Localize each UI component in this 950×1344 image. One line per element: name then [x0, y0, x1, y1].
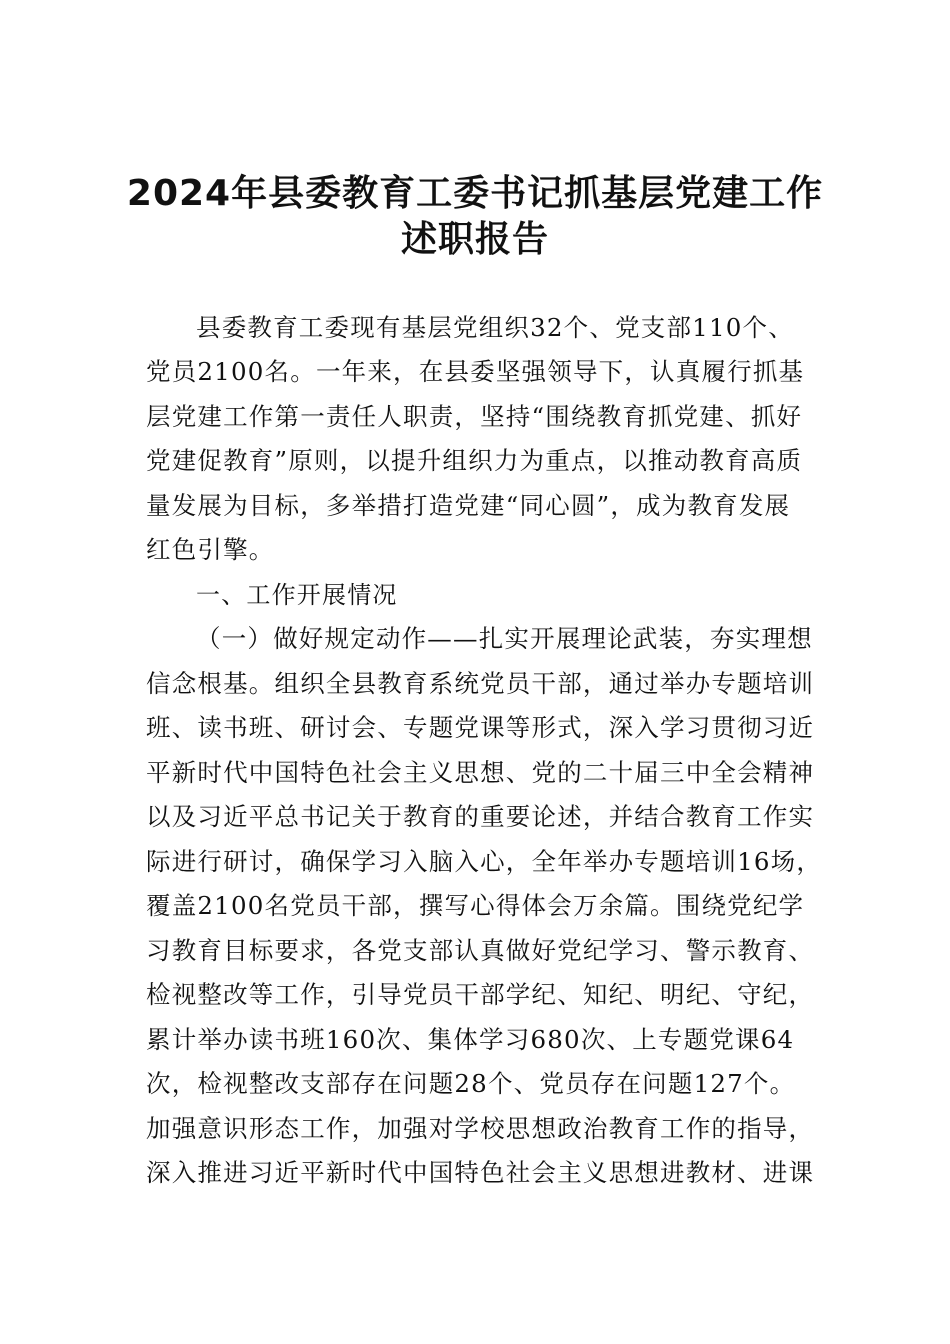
section-heading-1: 一、工作开展情况 [196, 581, 398, 609]
paragraph-1-line-6: 红色引擎。 [146, 535, 275, 564]
paragraph-1-line-5: 量发展为目标，多举措打造党建“同心圆”，成为教育发展 [146, 491, 791, 520]
document-title-line-1: 2024年县委教育工委书记抓基层党建工作 [126, 173, 824, 214]
paragraph-2-line-8: 习教育目标要求，各党支部认真做好党纪学习、警示教育、 [146, 936, 815, 965]
paragraph-1-line-3: 层党建工作第一责任人职责，坚持“围绕教育抓党建、抓好 [146, 402, 803, 431]
paragraph-2-line-11: 次，检视整改支部存在问题28个、党员存在问题127个。 [146, 1069, 796, 1098]
paragraph-2-line-6: 际进行研讨，确保学习入脑入心，全年举办专题培训16场， [146, 847, 823, 876]
paragraph-2-line-2: 信念根基。组织全县教育系统党员干部，通过举办专题培训 [146, 669, 815, 698]
paragraph-2-line-5: 以及习近平总书记关于教育的重要论述，并结合教育工作实 [146, 802, 815, 831]
paragraph-2-line-4: 平新时代中国特色社会主义思想、党的二十届三中全会精神 [146, 758, 815, 787]
paragraph-1-line-4: 党建促教育”原则，以提升组织力为重点，以推动教育高质 [146, 446, 803, 475]
paragraph-2-line-3: 班、读书班、研讨会、专题党课等形式，深入学习贯彻习近 [146, 713, 815, 742]
paragraph-2-line-12: 加强意识形态工作，加强对学校思想政治教育工作的指导， [146, 1114, 815, 1143]
paragraph-2-line-9: 检视整改等工作，引导党员干部学纪、知纪、明纪、守纪， [146, 980, 815, 1009]
paragraph-2-line-7: 覆盖2100名党员干部，撰写心得体会万余篇。围绕党纪学 [146, 891, 805, 920]
paragraph-1-line-1: 县委教育工委现有基层党组织32个、党支部110个、 [196, 313, 794, 342]
paragraph-2-line-13: 深入推进习近平新时代中国特色社会主义思想进教材、进课 [146, 1158, 815, 1187]
paragraph-1-line-2: 党员2100名。一年来，在县委坚强领导下，认真履行抓基 [146, 357, 805, 386]
paragraph-2-line-1: （一）做好规定动作——扎实开展理论武装，夯实理想 [196, 624, 813, 653]
paragraph-2-line-10: 累计举办读书班160次、集体学习680次、上专题党课64 [146, 1025, 795, 1054]
document-title-line-2: 述职报告 [400, 219, 549, 260]
